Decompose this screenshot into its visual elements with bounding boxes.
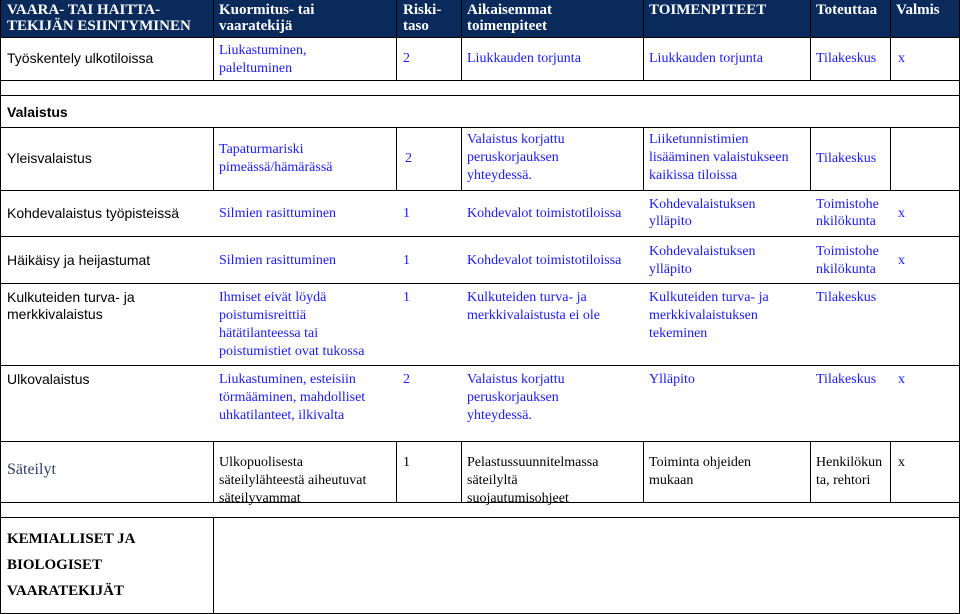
row-risk: 2 [403,51,410,66]
row-action-line2: ylläpito [649,262,692,277]
grid-line [810,0,811,80]
row-action-line1: Liiketunnistimien [649,132,749,147]
row-previous-line3: yhteydessä. [467,168,532,183]
grid-line [0,95,960,96]
grid-line [0,441,960,442]
row-hazard: Säteilyt [7,461,56,478]
row-executor-line1: Henkilökun [816,455,883,470]
section-title-line3: VAARATEKIJÄT [7,583,124,599]
row-risk: 1 [403,455,410,470]
header-risk-line2: taso [403,18,429,34]
row-description-line2: paleltuminen [219,61,293,76]
row-executor: Tilakeskus [816,372,877,387]
row-description-line4: poistumistiet ovat tukossa [219,344,365,359]
row-description-line1: Liukastuminen, [219,43,307,58]
grid-line [810,441,811,502]
header-done: Valmis [896,2,940,18]
row-description: Silmien rasittuminen [219,253,337,268]
row-previous-line2: merkkivalaistusta ei ole [467,308,600,323]
row-risk: 1 [403,206,410,221]
grid-line [0,365,960,366]
row-description: Silmien rasittuminen [219,206,337,221]
row-hazard: Häikäisy ja heijastumat [7,252,151,268]
row-gap [0,80,960,95]
grid-line [890,0,891,80]
grid-line [643,0,644,80]
row-previous-line3: yhteydessä. [467,408,532,423]
header-actions: TOIMENPITEET [649,2,767,18]
grid-line [0,0,1,614]
row-previous: Kohdevalot toimistotiloissa [467,253,622,268]
row-hazard-line2: merkkivalaistus [7,306,103,322]
grid-line [213,0,214,80]
header-previous-line2: toimenpiteet [467,18,547,34]
row-previous-line2: peruskorjauksen [467,150,559,165]
row-action-line3: tekeminen [649,326,708,341]
grid-line [461,441,462,502]
row-executor: Tilakeskus [816,151,877,166]
row-action-line1: Kohdevalaistuksen [649,197,756,212]
row-action-line2: lisääminen valaistukseen [649,150,789,165]
row-hazard: Kohdevalaistus työpisteissä [7,205,179,221]
grid-line [0,190,960,191]
section-title: Valaistus [7,104,68,120]
row-description-line1: Ulkopuolisesta [219,455,303,470]
grid-line [0,37,960,38]
grid-line [890,441,891,502]
row-action-line1: Toiminta ohjeiden [649,455,752,470]
row-description-line1: Liukastuminen, esteisiin [219,372,356,387]
header-executor: Toteuttaa [816,2,878,18]
row-risk: 1 [403,253,410,268]
header-description-line2: vaaratekijä [219,18,293,34]
row-previous: Liukkauden torjunta [467,51,581,66]
row-description-line2: poistumisreittiä [219,308,307,323]
row-done: x [898,253,905,268]
row-previous-line3: suojautumisohjeet [467,491,569,506]
grid-line [890,127,891,190]
row-description-line1: Ihmiset eivät löydä [219,290,327,305]
row-done: x [898,51,905,66]
row-action-line1: Kulkuteiden turva- ja [649,290,769,305]
grid-line [0,283,960,284]
header-risk-line1: Riski- [403,2,442,18]
grid-line [810,127,811,190]
row-done: x [898,455,905,470]
section-title-line2: BIOLOGISET [7,557,103,573]
header-description-line1: Kuormitus- tai [219,2,315,18]
row-done: x [898,206,905,221]
row-description-line1: Tapaturmariski [219,142,304,157]
grid-line [643,441,644,502]
row-previous-line1: Pelastussuunnitelmassa [467,455,599,470]
row-hazard: Ulkovalaistus [7,371,90,387]
row-description-line3: hätätilanteessa tai [219,326,319,341]
row-risk: 2 [405,151,412,166]
row-description-line2: säteilylähteestä aiheutuvat [219,473,367,488]
row-hazard: Yleisvalaistus [7,150,92,166]
row-done: x [898,372,905,387]
row-hazard: Työskentely ulkotiloissa [7,50,154,66]
grid-line [0,236,960,237]
grid-line [213,441,214,502]
grid-line [213,517,214,614]
grid-line [461,0,462,80]
row-action-line2: merkkivalaistuksen [649,308,758,323]
row-previous-line2: peruskorjauksen [467,390,559,405]
row-executor: Tilakeskus [816,51,877,66]
grid-line [396,441,397,502]
section-title-line1: KEMIALLISET JA [7,531,136,547]
header-hazard-line1: VAARA- TAI HAITTA- [7,2,161,18]
row-description-line2: pimeässä/hämärässä [219,160,333,175]
row-hazard-line1: Kulkuteiden turva- ja [7,289,135,305]
row-action-line3: kaikissa tiloissa [649,168,738,183]
row-executor-line2: nkilökunta [816,214,876,229]
row-action: Liukkauden torjunta [649,51,763,66]
row-action-line1: Kohdevalaistuksen [649,244,756,259]
row-executor-line2: ta, rehtori [816,473,871,488]
grid-line [0,80,960,81]
row-executor-line1: Toimistohe [816,244,879,259]
header-hazard-line2: TEKIJÄN ESIINTYMINEN [7,18,191,34]
row-action-line2: ylläpito [649,214,692,229]
row-description-line2: törmääminen, mahdolliset [219,390,366,405]
row-risk: 1 [403,290,410,305]
row-action-line2: mukaan [649,473,694,488]
grid-line [396,0,397,80]
row-previous-line1: Valaistus korjattu [467,372,565,387]
row-action: Ylläpito [649,372,695,387]
row-previous: Kohdevalot toimistotiloissa [467,206,622,221]
row-executor: Tilakeskus [816,290,877,305]
grid-line [0,127,960,128]
grid-line [396,127,397,190]
row-description-line3: uhkatilanteet, ilkivalta [219,408,345,423]
row-executor-line1: Toimistohe [816,197,879,212]
grid-line [461,127,462,190]
grid-line [643,127,644,190]
row-executor-line2: nkilökunta [816,262,876,277]
row-risk: 2 [403,372,410,387]
row-previous-line1: Kulkuteiden turva- ja [467,290,587,305]
row-previous-line2: säteilyltä [467,473,518,488]
grid-line [0,517,960,518]
row-previous-line1: Valaistus korjattu [467,132,565,147]
header-previous-line1: Aikaisemmat [467,2,552,18]
row-description-line3: säteilyvammat [219,491,301,506]
grid-line [213,127,214,190]
